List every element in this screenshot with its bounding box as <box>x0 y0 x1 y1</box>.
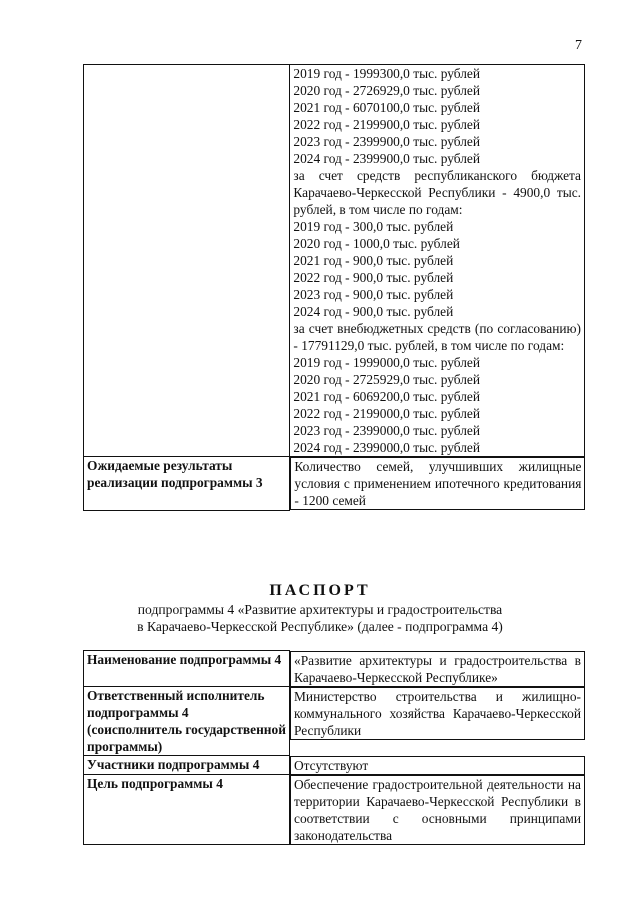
row-label: Участники подпрограммы 4 <box>84 756 290 775</box>
row-value: Министерство строительства и жилищно-коммунального хозяйства Карачаево-Черкесской Республики <box>290 687 585 740</box>
funding-line: 2024 год - 900,0 тыс. рублей <box>293 304 454 319</box>
page-number: 7 <box>575 38 582 53</box>
funding-line: 2020 год - 2726929,0 тыс. рублей <box>293 83 481 98</box>
extrabudget-text: за счет внебюджетных средств (по согласованию) - 17791129,0 тыс. рублей, в том числе по годам: <box>293 321 581 353</box>
row-label: Цель подпрограммы 4 <box>84 775 290 845</box>
funding-line: 2019 год - 1999000,0 тыс. рублей <box>293 355 481 370</box>
funding-line: 2019 год - 300,0 тыс. рублей <box>293 219 454 234</box>
results-value: Количество семей, улучшивших жилищные условия с применением ипотечного кредитования - 1200 семей <box>290 457 585 510</box>
funding-line: 2024 год - 2399900,0 тыс. рублей <box>293 151 481 166</box>
passport-subtitle <box>0 601 640 635</box>
table-row <box>84 687 585 756</box>
passport-title: ПАСПОРТ <box>269 582 371 599</box>
funding-cell <box>290 65 585 457</box>
table-row <box>84 756 585 775</box>
funding-line: 2022 год - 2199900,0 тыс. рублей <box>293 117 481 132</box>
funding-line: 2020 год - 2725929,0 тыс. рублей <box>293 372 481 387</box>
funding-line: 2023 год - 900,0 тыс. рублей <box>293 287 454 302</box>
funding-line: 2021 год - 6070100,0 тыс. рублей <box>293 100 481 115</box>
table-row <box>84 651 585 687</box>
table-row <box>84 775 585 845</box>
funding-line: 2020 год - 1000,0 тыс. рублей <box>293 236 460 251</box>
republic-budget-text: за счет средств республиканского бюджета Карачаево-Черкесской Республики - 4900,0 тыс. рублей, в том числе по годам: <box>293 168 581 217</box>
funding-line: 2024 год - 2399000,0 тыс. рублей <box>293 440 481 455</box>
table-row <box>84 65 585 457</box>
funding-line: 2023 год - 2399000,0 тыс. рублей <box>293 423 481 438</box>
row-value: Отсутствуют <box>290 756 585 775</box>
row-label: Наименование подпрограммы 4 <box>84 651 290 687</box>
passport-subtitle-line: подпрограммы 4 «Развитие архитектуры и градостроительства <box>137 602 503 617</box>
funding-line: 2022 год - 2199000,0 тыс. рублей <box>293 406 481 421</box>
passport-table <box>83 650 585 845</box>
empty-label-cell <box>84 65 290 457</box>
funding-line: 2019 год - 1999300,0 тыс. рублей <box>293 66 481 81</box>
funding-table <box>83 64 585 511</box>
row-label: Ответственный исполнитель подпрограммы 4 (соисполнитель государственной программы) <box>84 687 290 756</box>
results-label: Ожидаемые результаты реализации подпрограммы 3 <box>84 457 290 511</box>
passport-subtitle-line: в Карачаево-Черкесской Республике» (далее - подпрограмма 4) <box>137 619 503 634</box>
funding-line: 2021 год - 6069200,0 тыс. рублей <box>293 389 481 404</box>
row-value: Обеспечение градостроительной деятельности на территории Карачаево-Черкесской Республики в соответствии с основными принципами законодательства <box>290 775 585 845</box>
row-value: «Развитие архитектуры и градостроительства в Карачаево-Черкесской Республике» <box>290 651 585 687</box>
funding-line: 2022 год - 900,0 тыс. рублей <box>293 270 454 285</box>
table-row <box>84 457 585 511</box>
funding-line: 2021 год - 900,0 тыс. рублей <box>293 253 454 268</box>
funding-line: 2023 год - 2399900,0 тыс. рублей <box>293 134 481 149</box>
